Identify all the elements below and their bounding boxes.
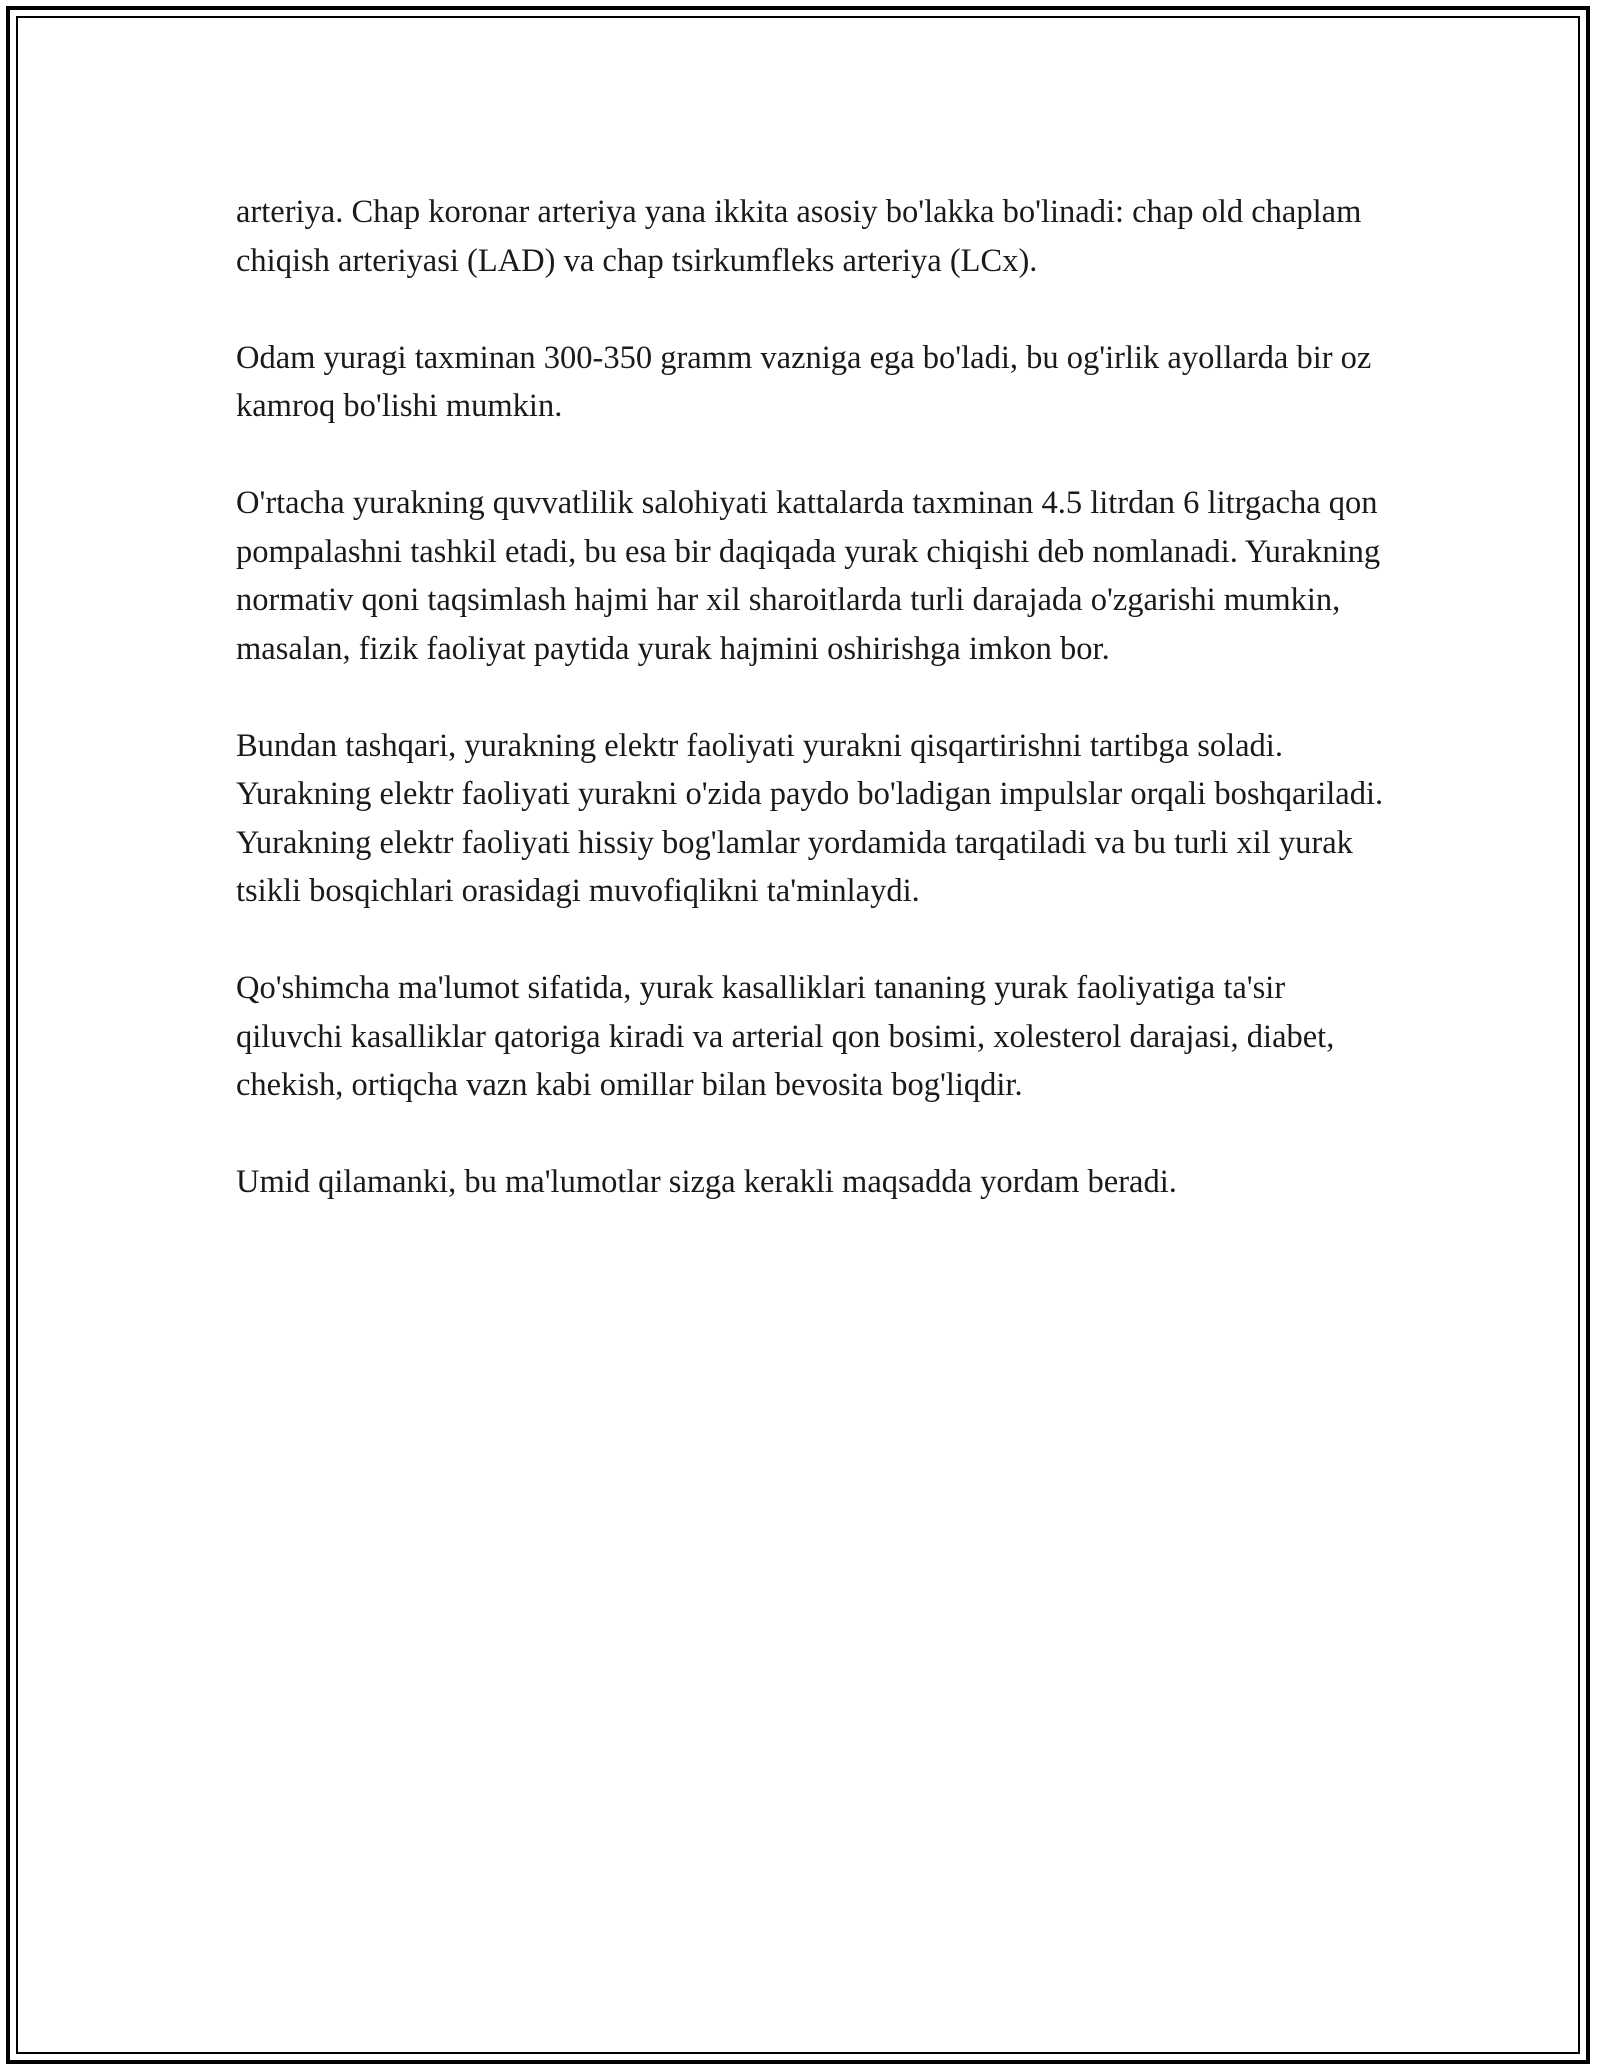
paragraph-heart-weight: Odam yuragi taxminan 300-350 gramm vazniga ega bo'ladi, bu og'irlik ayollarda bir oz kamroq bo'lishi mumkin. [236,339,1372,424]
paragraph-closing: Umid qilamanki, bu ma'lumotlar sizga kerakli maqsadda yordam beradi. [236,1164,1177,1200]
document-body [236,188,1386,1255]
paragraph-heart-disease: Qo'shimcha ma'lumot sifatida, yurak kasalliklari tananing yurak faoliyatiga ta'sir qiluvchi kasalliklar qatoriga kiradi va arterial qon bosimi, xolesterol darajasi, diabet, chekish, ortiqcha vazn kabi omillar bilan bevosita bog'liqdir. [236,970,1335,1103]
paragraph-cardiac-output: O'rtacha yurakning quvvatlilik salohiyati kattalarda taxminan 4.5 litrdan 6 litrgacha qon pompalashni tashkil etadi, bu esa bir daqiqada yurak chiqishi deb nomlanadi. Yurakning normativ qoni taqsimlash hajmi har xil sharoitlarda turli darajada o'zgarishi mumkin, masalan, fizik faoliyat paytida yurak hajmini oshirishga imkon bor. [236,485,1381,667]
paragraph-coronary-arteries: arteriya. Chap koronar arteriya yana ikkita asosiy bo'lakka bo'linadi: chap old chaplam chiqish arteriyasi (LAD) va chap tsirkumfleks arteriya (LCx). [236,194,1362,279]
paragraph-electrical-activity: Bundan tashqari, yurakning elektr faoliyati yurakni qisqartirishni tartibga soladi. Yurakning elektr faoliyati yurakni o'zida paydo bo'ladigan impulslar orqali boshqariladi. Yurakning elektr faoliyati hissiy bog'lamlar yordamida tarqatiladi va bu turli xil yurak tsikli bosqichlari orasidagi muvofiqlikni ta'minlaydi. [236,727,1384,909]
